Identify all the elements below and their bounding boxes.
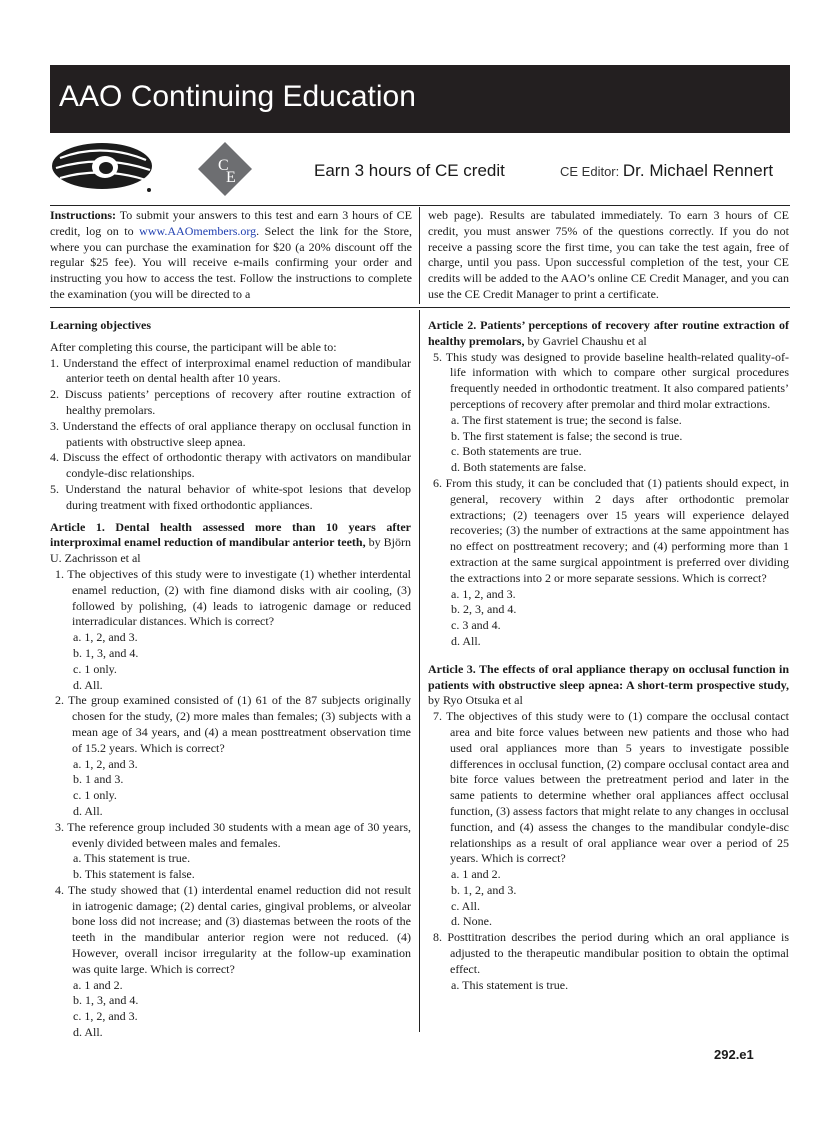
instructions-text-a: To submit your answers to this test and earn 3 hours of CE credit, log on to xyxy=(50,208,412,238)
answer-option[interactable]: b. 2, 3, and 4. xyxy=(451,602,517,617)
answer-option[interactable]: d. All. xyxy=(73,677,103,692)
objectives-heading: Learning objectives xyxy=(50,318,151,332)
objectives-intro: After completing this course, the participant will be able to: xyxy=(50,339,337,354)
question-1: 1. The objectives of this study were to investigate (1) whether interdental enamel reduction, (2) with fine diamond disks with air cooling, (3) followed by polishing, (4) leads to iatrogenic damage or reduced interradicular distances. Which is correct? xyxy=(55,566,411,629)
answer-option[interactable]: c. 1 only. xyxy=(73,788,117,803)
instructions-left xyxy=(50,208,412,303)
answer-option[interactable]: a. 1, 2, and 3. xyxy=(73,630,138,645)
answer-option[interactable]: c. All. xyxy=(451,898,480,913)
ce-editor-label: CE Editor: xyxy=(560,164,620,179)
article-3-authors: by Ryo Otsuka et al xyxy=(428,693,523,708)
answer-option[interactable]: b. 1, 2, and 3. xyxy=(451,882,517,897)
ce-badge-e: E xyxy=(226,169,236,186)
answer-option[interactable]: c. 1 only. xyxy=(73,661,117,676)
article-2-title: Article 2. Patients’ perceptions of recovery after routine extraction of healthy premolars, xyxy=(428,318,789,348)
answer-option[interactable]: a. This statement is true. xyxy=(73,851,191,866)
rule-mid xyxy=(50,307,790,308)
answer-option[interactable]: a. 1, 2, and 3. xyxy=(451,586,516,601)
answer-option[interactable]: b. 1 and 3. xyxy=(73,772,124,787)
objective-item: 1. Understand the effect of interproximal enamel reduction of mandibular anterior teeth on dental health after 10 years. xyxy=(50,355,411,386)
answer-option[interactable]: b. The first statement is false; the second is true. xyxy=(451,428,683,443)
objective-item: 3. Understand the effects of oral appliance therapy on occlusal function in patients with obstructive sleep apnea. xyxy=(50,418,411,449)
answer-option[interactable]: c. 3 and 4. xyxy=(451,618,501,633)
column-left xyxy=(50,318,411,1041)
answer-option[interactable]: d. All. xyxy=(73,803,103,818)
question-5: 5. This study was designed to provide baseline health-related quality-of-life information with which to compare other surgical procedures frequently needed in orthodontic treatment. It also compared patients’ perceptions of recovery after premolar and third molar extractions. xyxy=(433,349,789,411)
answer-option[interactable]: d. All. xyxy=(451,633,481,648)
answer-option[interactable]: c. Both statements are true. xyxy=(451,444,582,459)
column-right xyxy=(428,318,789,993)
ce-editor xyxy=(560,160,773,183)
objective-item: 4. Discuss the effect of orthodontic therapy with activators on mandibular condyle-disc relationships. xyxy=(50,450,411,481)
instructions-right xyxy=(428,208,789,303)
logos xyxy=(50,140,270,200)
answer-option[interactable]: a. 1 and 2. xyxy=(451,867,501,882)
article-1-authors: by Björn U. Zachrisson et al xyxy=(50,535,412,566)
aao-logo-icon xyxy=(52,143,152,192)
page-title: AAO Continuing Education xyxy=(59,80,416,113)
answer-option[interactable]: a. The first statement is true; the second is false. xyxy=(451,412,682,427)
article-2-authors: by Gavriel Chaushu et al xyxy=(524,333,647,348)
instructions-divider xyxy=(419,207,420,304)
instructions-text-right: web page). Results are tabulated immediately. To earn 3 hours of CE credit, you must answer 75% of the questions correctly. If you do not receive a passing score the first time, you can take the test again, free of charge, until you pass. Upon successful completion of the test, your CE credits will be added to the AAO’s online CE Credit Manager, and you can use the CE Credit Manager to print a certificate. xyxy=(428,208,789,301)
answer-option[interactable]: b. 1, 3, and 4. xyxy=(73,645,139,660)
article-1-heading xyxy=(50,520,411,567)
answer-option[interactable]: b. This statement is false. xyxy=(73,867,195,882)
answer-option[interactable]: d. Both statements are false. xyxy=(451,460,587,475)
article-3-title: Article 3. The effects of oral appliance therapy on occlusal function in patients with obstructive sleep apnea: A short-term prospective study, xyxy=(428,661,789,692)
answer-option[interactable]: a. 1, 2, and 3. xyxy=(73,756,138,771)
answer-option[interactable]: b. 1, 3, and 4. xyxy=(73,993,139,1008)
answer-option[interactable]: c. 1, 2, and 3. xyxy=(73,1009,138,1024)
ce-editor-name: Dr. Michael Rennert xyxy=(622,161,774,180)
page-number: 292.e1 xyxy=(714,1047,754,1062)
answer-option[interactable]: a. This statement is true. xyxy=(451,977,569,992)
instructions-label: Instructions: xyxy=(50,208,117,222)
objective-item: 5. Understand the natural behavior of white-spot lesions that develop during treatment with fixed orthodontic appliances. xyxy=(50,481,411,512)
answer-option[interactable]: d. All. xyxy=(73,1025,103,1040)
ce-badge-c: C xyxy=(218,157,229,174)
question-7: 7. The objectives of this study were to (1) compare the occlusal contact area and bite force values between new patients and those who had used oral appliances more than 5 years to investigate possible differences in occlusal function, (2) compare occlusal contact area and bite force values between the pretreatment period and later in the same patients to determine whether oral appliances affect occlusal function, (3) assess factors that might relate to any changes in occlusal function, and (4) assess the changes to the mandibular condyle-disc relationships as a result of oral appliance wear over a period of 25 years. Which is correct? xyxy=(433,709,789,866)
ce-credit-text: Earn 3 hours of CE credit xyxy=(314,161,505,180)
columns-divider xyxy=(419,310,420,1032)
instructions-text-b: . Select the link for the Store, where you can purchase the examination for $20 (a 20% discount off the regular $25 fee). You will receive e-mails confirming your order and instructing you how to access the test. Follow the instructions to complete the examination (you will be directed to a xyxy=(50,223,413,301)
question-6: 6. From this study, it can be concluded that (1) patients should expect, in general, recovery within 2 days after orthodontic premolar extractions; (2) teenagers over 15 years will experience delayed recoveries; (3) the number of extractions at the same appointment has no effect on posttreatment recovery; and (4) performing more than 1 extraction at the same surgical appointment is preferred over dividing the extractions into 2 or more separate sessions. Which is correct? xyxy=(433,475,789,585)
aao-members-link[interactable]: www.AAOmembers.org xyxy=(139,223,257,238)
article-3-heading xyxy=(428,662,789,709)
article-2-heading xyxy=(428,318,789,350)
answer-option[interactable]: a. 1 and 2. xyxy=(73,977,123,992)
objective-item: 2. Discuss patients’ perceptions of recovery after routine extraction of healthy premolars. xyxy=(50,387,411,417)
answer-option[interactable]: d. None. xyxy=(451,914,492,929)
article-1-title: Article 1. Dental health assessed more than 10 years after interproximal enamel reduction of mandibular anterior teeth, xyxy=(50,519,411,550)
question-8: 8. Posttitration describes the period during which an oral appliance is adjusted to the therapeutic mandibular position to obtain the optimal effect. xyxy=(433,930,789,976)
question-4: 4. The study showed that (1) interdental enamel reduction did not result in iatrogenic damage; (2) dental caries, gingival problems, or alveolar bone loss did not increase; and (3) diastemas between the roots of the teeth in the mandibular anterior region were not reduced. (4) However, overall incisor irregularity at the follow-up examination was quite large. Which is correct? xyxy=(55,882,411,976)
question-3: 3. The reference group included 30 students with a mean age of 30 years, evenly divided between males and females. xyxy=(55,819,411,850)
question-2: 2. The group examined consisted of (1) 61 of the 87 subjects originally chosen for the study, (2) more males than females; (3) subjects with a mean age of 34 years, and (4) a mean posttreatment observation time of 15.2 years. Which is correct? xyxy=(55,693,411,755)
title-bar xyxy=(50,65,790,133)
rule-top xyxy=(50,205,790,206)
ce-badge-icon xyxy=(198,142,252,196)
